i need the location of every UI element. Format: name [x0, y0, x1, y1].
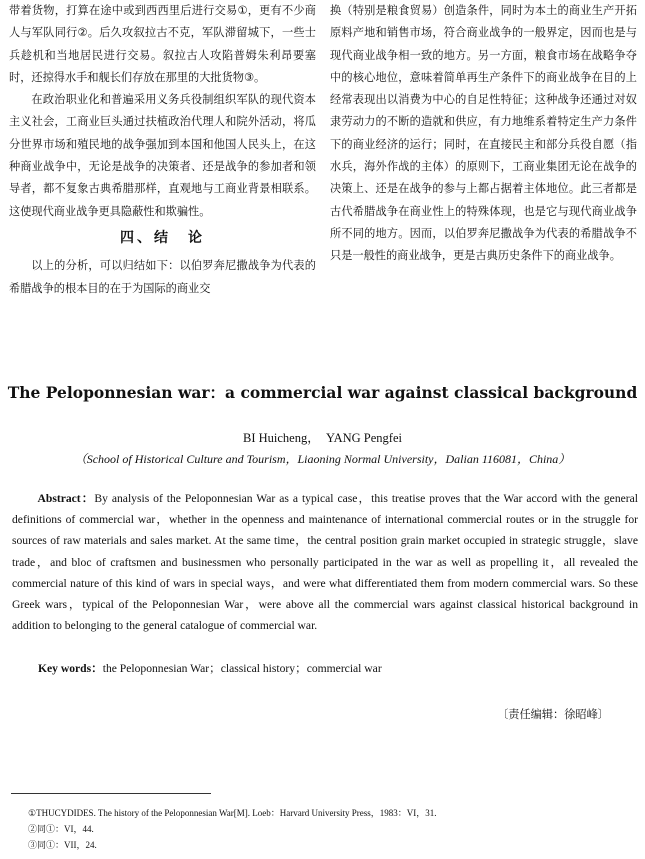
right-para-1: 换（特别是粮食贸易）创造条件，同时为本土的商业生产开拓原料产地和销售市场，符合商业战争的一般界定，因而也是与现代商业战争相一致的地方。另一方面，粮食市场在战略争夺中的核心地位，意味着简单再生产条件下的商业战争在目的上经常表现出以消费为中心的自足性特征；这种战争还通过对奴隶劳动力的不断的造就和供应，有力地维系着特定生产力条件下的商业经济的运行；同时，在直接民主和部分兵役自愿（指水兵，海外作战的主体）的原则下，工商业集团无论在战争的决策上、还是在战争的参与上都占据着主体地位。此三者都是古代希腊战争在商业性上的特殊体现，也是它与现代商业战争所不同的地方。因而，以伯罗奔尼撒战争为代表的希腊战争不只是一般性的商业战争，更是古典历史条件下的商业战争。	[330, 4, 637, 263]
footnotes	[28, 805, 436, 853]
keywords	[38, 660, 382, 676]
left-column	[9, 0, 316, 300]
footnote-1: ①THUCYDIDES. The history of the Peloponnesian War[M]. Loeb：Harvard University Press，1983：VI，31.	[28, 808, 437, 818]
section-heading: 四、结 论	[120, 229, 205, 246]
right-column	[330, 0, 637, 300]
left-para-2: 在政治职业化和普遍采用义务兵役制组织军队的现代资本主义社会，工商业巨头通过扶植政治代理人和院外活动，将瓜分世界市场和殖民地的战争强加到本国和他国人民头上，在这种商业战争中，无论是战争的决策者、还是战争的参加者和领导者，都不复象古典希腊那样，直观地与工商业背景相联系。这使现代商业战争更具隐蔽性和欺骗性。	[9, 93, 316, 218]
editor-credit: 〔责任编辑：徐昭峰〕	[497, 708, 609, 721]
abstract-text: By analysis of the Peloponnesian War as a typical case，this treatise proves that the War accord with the general definitions of commercial war，whether in the openness and maintenance of international commercial routes or in the struggle for sources of raw materials and sales market. At the same time，the central position grain market occupied in strategic struggle，slave trade，and bloc of craftsmen and businessmen who personally participated in the war as well as propelling it，all revealed the commercial nature of this kind of wars in special ways，and were what differentiated them from modern commercial wars. So these Greek wars，typical of the Peloponnesian War，were above all the commercial wars against classical historical background in addition to belonging to the general catalogue of commercial war.	[12, 492, 638, 633]
abstract-label: Abstract：	[37, 492, 95, 505]
english-title: The Peloponnesian war：a commercial war against classical background	[7, 383, 638, 402]
authors: BI Huicheng， YANG Pengfei	[242, 431, 402, 445]
abstract	[12, 488, 638, 636]
affiliation: （School of Historical Culture and Tourism，Liaoning Normal University，Dalian 116081，China）	[74, 452, 571, 466]
keywords-text: the Peloponnesian War；classical history；commercial war	[102, 662, 382, 675]
footnote-2: ②同①：VI，44.	[28, 824, 94, 834]
footnote-3: ③同①：VII，24.	[28, 840, 97, 850]
left-para-1: 带着货物，打算在途中或到西西里后进行交易①，更有不少商人与军队同行②。后久攻叙拉古不克，军队滞留城下，一些士兵趁机和当地居民进行交易。叙拉古人攻陷普姆朱利昂要塞时，还掠得水手和舰长们存放在那里的大批货物③。	[9, 4, 316, 84]
footnote-divider	[11, 793, 211, 794]
left-para-3: 以上的分析，可以归结如下：以伯罗奔尼撒战争为代表的希腊战争的根本目的在于为国际的商业交	[9, 259, 316, 295]
chinese-body	[9, 0, 637, 300]
keywords-label: Key words：	[38, 662, 103, 675]
